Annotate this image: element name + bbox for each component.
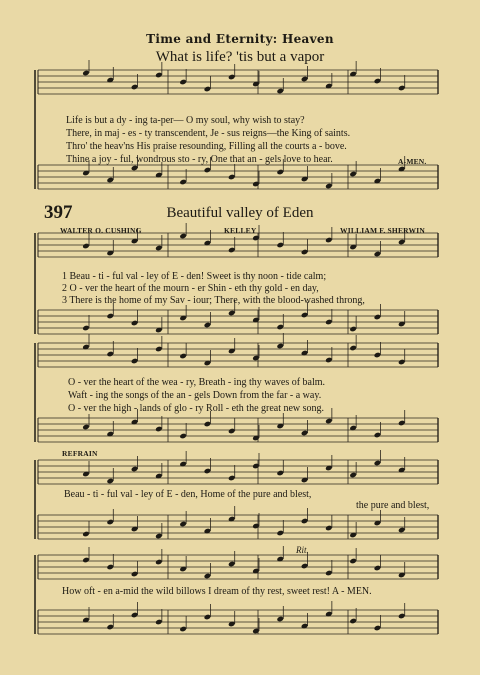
hymn-2-author: WALTER O. CUSHING	[60, 226, 142, 235]
hymn-2-verse-line: 2 O - ver the heart of the mourn - er Shin - eth thy gold - en day,	[62, 283, 319, 294]
hymn-number: 397	[44, 202, 73, 223]
refrain-label: REFRAIN	[62, 449, 98, 458]
hymn-1-amen: A-MEN.	[398, 157, 427, 166]
hymn-1-lyric-line: Thine a joy - ful, wondrous sto - ry, One that an - gels love to hear.	[66, 154, 333, 165]
refrain-lyric-line: Beau - ti - ful val - ley of E - den, Home of the pure and blest,	[64, 489, 312, 500]
ritardando-mark: Rit.	[296, 545, 309, 555]
hymn-2-composer: WILLIAM F. SHERWIN	[340, 226, 425, 235]
page-header: Time and Eternity: Heaven	[146, 32, 334, 46]
hymn-2-verse-line: 1 Beau - ti - ful val - ley of E - den! Sweet is thy noon - tide calm;	[62, 271, 327, 282]
hymn-1-lyric-line: Life is but a dy - ing ta-per— O my soul, why wish to stay?	[66, 115, 305, 126]
refrain-lyric-line: How oft - en a-mid the wild billows I dream of thy rest, sweet rest! A - MEN.	[62, 586, 372, 597]
hymn-1-title: What is life? 'tis but a vapor	[155, 49, 325, 65]
hymn-2-verse-line: O - ver the high - lands of glo - ry Roll - eth the great new song.	[68, 403, 325, 414]
hymn-1-lyric-line: There, in maj - es - ty transcendent, Je - sus reigns—the King of saints.	[66, 128, 351, 139]
hymn-2-verse-line: Waft - ing the songs of the an - gels Down from the far - a way.	[68, 390, 322, 401]
refrain-lyric-echo: the pure and blest,	[356, 500, 430, 511]
hymn-1-lyric-line: Thro' the heav'ns His praise resounding, Filling all the courts a - bove.	[66, 141, 347, 152]
hymn-2-tune: KELLEY	[224, 226, 257, 235]
hymn-2-title: Beautiful valley of Eden	[166, 205, 314, 221]
hymn-2-verse-line: 3 There is the home of my Sav - iour; There, with the blood-washed throng,	[62, 295, 365, 306]
hymn-2-verse-line: O - ver the heart of the wea - ry, Breath - ing thy waves of balm.	[68, 377, 326, 388]
